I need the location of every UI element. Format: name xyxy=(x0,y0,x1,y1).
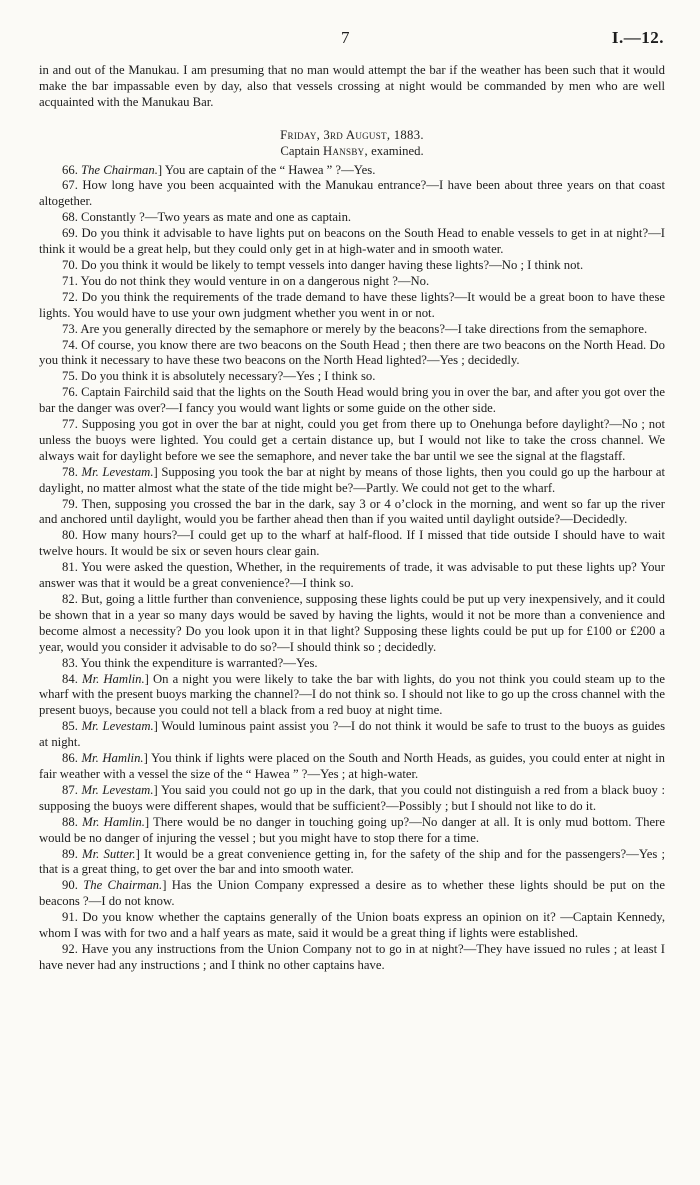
continued-paragraph: in and out of the Manukau. I am presuming that no man would attempt the bar if the weather has been such that it would make the bar impassable even by day, also that vessels crossing at night would be commanded by men who are well acquainted with the Manukau Bar. xyxy=(39,63,665,109)
testimony-paragraph: 85. Mr. Levestam.] Would luminous paint assist you ?—I do not think it would be safe to trust to the buoys as guides at night. xyxy=(39,719,666,750)
question-answer-text: Supposing you got in over the bar at night, could you get from there up to Onehunga before daylight?—No ; not unless the buoys were lighted. You could get a certain distance up, but I would not like to take the cross channel. We always wait for daylight before we see the semaphore, and never take the bar until we see the signal at the flagstaff. xyxy=(39,417,665,463)
question-answer-text: But, going a little further than convenience, supposing these lights could be put up very inexpensively, and it could be shown that in a year so many days would be saved by having the lights, would it not be more than a convenience and become almost a necessity? Do you look upon it in that light? Supposing these lights could be put up for £100 or £200 a year, would you consider it advisable to do so?—I should think so ; decidedly. xyxy=(39,592,666,654)
question-answer-text: Do you know whether the captains generally of the Union boats express an opinion on it? —Captain Kennedy, whom I was with for two and a half years as mate, said it would be a great thing if lights were established. xyxy=(39,910,665,941)
speaker-name: Mr. Levestam. xyxy=(81,464,154,479)
speaker-name: Mr. Levestam. xyxy=(81,719,154,734)
testimony-paragraph: 78. Mr. Levestam.] Supposing you took the bar at night by means of those lights, then you could go up the harbour at daylight, no matter almost what the state of the tide might be?—Partly. We could not get to the wharf. xyxy=(39,464,665,495)
witness-heading xyxy=(39,144,665,160)
question-answer-text: Captain Fairchild said that the lights on the South Head would bring you in over the bar, and after you got over the bar the danger was over?—I fancy you would want lights or some guide on the other side. xyxy=(39,385,666,416)
question-number: 72. xyxy=(62,289,78,304)
question-answer-text: It would be a great convenience getting in, for the safety of the ship and for the passengers?—Yes ; that is a great thing, to get over the bar and into smooth water. xyxy=(39,846,666,877)
question-number: 71. xyxy=(62,273,78,288)
testimony-paragraph xyxy=(39,178,665,210)
testimony-paragraph xyxy=(39,274,665,290)
question-number: 83. xyxy=(62,655,78,670)
question-answer-text: Of course, you know there are two beacons on the South Head ; then there are two beacons on the North Head. Do you think it necessary to have these two beacons on the North Head lighted?—Yes ; decidedly. xyxy=(39,337,666,368)
testimony-paragraph: 90. The Chairman.] Has the Union Company expressed a desire as to whether these lights should be put on the beacons ?—I do not know. xyxy=(39,878,665,909)
testimony-paragraph xyxy=(39,258,665,274)
testimony-paragraph xyxy=(39,338,665,370)
question-number: 68. xyxy=(62,210,78,225)
question-number: 76. xyxy=(62,385,78,400)
question-number: 66. xyxy=(62,162,78,177)
question-number: 69. xyxy=(62,226,78,241)
testimony-paragraph xyxy=(39,942,665,974)
question-number: 92. xyxy=(62,941,78,956)
question-number: 82. xyxy=(62,592,78,606)
testimony-paragraph xyxy=(39,592,665,656)
speaker-name: The Chairman. xyxy=(83,878,163,893)
question-answer-text: Do you think it would be likely to tempt vessels into danger having these lights?—No ; I think not. xyxy=(81,257,584,272)
testimony-paragraph xyxy=(39,497,665,529)
question-answer-text: You are captain of the “ Hawea ” ?—Yes. xyxy=(164,162,376,177)
witness-name: Hansby, xyxy=(323,143,368,158)
witness-status: examined. xyxy=(371,143,424,158)
page-header xyxy=(0,28,700,48)
testimony-paragraph xyxy=(39,417,665,465)
testimony-paragraph xyxy=(39,210,665,226)
session-day: Friday, xyxy=(280,127,321,142)
document-reference: I.—12. xyxy=(611,28,664,47)
question-answer-text: You said you could not go up in the dark, that you could not distinguish a red from a black buoy : supposing the buoys were different shapes, would that be sufficient?—Possibly ; but I should not like to do it. xyxy=(39,782,666,813)
testimony-paragraph: 86. Mr. Hamlin.] You think if lights were placed on the South and North Heads, as guides, you could enter at night in fair weather with a vessel the size of the “ Hawea ” ?—Yes ; at high-water. xyxy=(39,751,666,781)
testimony-paragraph xyxy=(39,226,665,258)
testimony-paragraph: 87. Mr. Levestam.] You said you could not go up in the dark, that you could not distinguish a red from a black buoy : supposing the buoys were different shapes, would that be sufficient?—Possibly ; but I should not like to do it. xyxy=(39,782,666,813)
question-answer-text: Are you generally directed by the semaphore or merely by the beacons?—I take directions from the semaphore. xyxy=(80,321,648,336)
testimony-paragraph xyxy=(39,322,665,338)
witness-title: Captain xyxy=(280,143,320,158)
question-answer-text: Do you think the requirements of the trade demand to have these lights?—It would be a great boon to have these lights. You would have to use your own judgment whether you went in or not. xyxy=(39,289,666,320)
question-answer-text: On a night you were likely to take the bar with lights, do you not think you could steam up to the wharf with the present buoys marking the channel?—I do not think so. I should not like to go up the cross channel with the present buoys, because you could not tell a black from a red buoy at night time. xyxy=(39,671,665,718)
question-answer-text: You do not think they would venture in on a dangerous night ?—No. xyxy=(80,273,430,288)
speaker-name: Mr. Hamlin. xyxy=(82,814,145,829)
question-answer-text: Do you think it advisable to have lights put on beacons on the South Head to enable vessels to get in at night?—I think it would be a great help, but they could only get in at high-water and in smooth water. xyxy=(39,226,665,257)
question-number: 84. xyxy=(62,671,78,686)
testimony-paragraph xyxy=(39,369,665,385)
question-number: 78. xyxy=(62,464,78,479)
testimony-paragraph: 89. Mr. Sutter.] It would be a great convenience getting in, for the safety of the ship and for the passengers?—Yes ; that is a great thing, to get over the bar and into smooth water. xyxy=(39,846,666,877)
question-answer-text: Then, supposing you crossed the bar in the dark, say 3 or 4 o’clock in the morning, and went so far up the river and anchored until daylight, would you be farther ahead then than if you waited until daylight outside?—Decidedly. xyxy=(39,496,665,527)
document-body xyxy=(39,63,665,974)
question-answer-text: You think the expenditure is warranted?—Yes. xyxy=(80,655,318,670)
question-number: 90. xyxy=(62,878,78,893)
question-number: 87. xyxy=(62,782,78,797)
testimony-paragraph: 66. The Chairman.] You are captain of the “ Hawea ” ?—Yes. xyxy=(62,162,376,177)
testimony-paragraph: 84. Mr. Hamlin.] On a night you were likely to take the bar with lights, do you not think you could steam up to the wharf with the present buoys marking the channel?—I do not think so. I should not like to go up the cross channel with the present buoys, because you could not tell a black from a red buoy at night time. xyxy=(39,671,665,718)
speaker-name: Mr. Sutter. xyxy=(82,846,136,861)
testimony-paragraph xyxy=(39,656,665,672)
question-answer-text: You think if lights were placed on the South and North Heads, as guides, you could enter at night in fair weather with a vessel the size of the “ Hawea ” ?—Yes ; at high-water. xyxy=(39,751,666,781)
speaker-name: Mr. Hamlin. xyxy=(82,671,145,686)
question-number: 67. xyxy=(62,178,78,193)
question-number: 73. xyxy=(62,321,78,336)
question-number: 74. xyxy=(62,337,78,352)
question-answer-text: You were asked the question, Whether, in the requirements of trade, it was advisable to put these lights up? Your answer was that it would be a great convenience?—I think so. xyxy=(39,560,665,591)
question-number: 91. xyxy=(62,910,78,925)
question-answer-text: There would be no danger in touching going up?—No danger at all. It is only mud bottom. There would be no danger of injuring the vessel ; but you might have to stop there for a time. xyxy=(39,814,666,845)
question-number: 85. xyxy=(62,719,78,734)
testimony-paragraph xyxy=(39,528,665,560)
speaker-name: Mr. Hamlin. xyxy=(81,751,144,766)
page-number: 7 xyxy=(341,28,350,47)
speaker-name: Mr. Levestam. xyxy=(81,782,154,797)
question-number: 86. xyxy=(62,751,78,766)
question-number: 88. xyxy=(62,814,78,829)
question-number: 70. xyxy=(62,257,78,272)
question-answer-text: Have you any instructions from the Union Company not to go in at night?—They have issued no rules ; at least I have never had any instructions ; and I think no other captains have. xyxy=(39,941,666,972)
question-answer-text: Would luminous paint assist you ?—I do not think it would be safe to trust to the buoys as guides at night. xyxy=(39,719,666,750)
testimony-paragraph xyxy=(39,385,665,417)
question-number: 80. xyxy=(62,528,78,543)
speaker-name: The Chairman. xyxy=(81,162,158,177)
question-answer-text: Do you think it is absolutely necessary?—Yes ; I think so. xyxy=(81,369,376,384)
question-answer-text: How long have you been acquainted with the Manukau entrance?—I have been about three years on that coast altogether. xyxy=(39,178,665,209)
question-answer-text: Constantly ?—Two years as mate and one as captain. xyxy=(81,210,352,225)
testimony-list xyxy=(39,163,665,974)
testimony-paragraph xyxy=(39,560,665,592)
session-date: 3rd August, 1883. xyxy=(323,127,424,142)
session-date-heading xyxy=(39,128,665,144)
question-number: 75. xyxy=(62,369,78,384)
question-number: 77. xyxy=(62,417,78,432)
question-answer-text: Supposing you took the bar at night by means of those lights, then you could go up the harbour at daylight, no matter almost what the state of the tide might be?—Partly. We could not get to the wharf. xyxy=(39,464,665,495)
question-number: 89. xyxy=(62,846,78,861)
question-answer-text: How many hours?—I could get up to the wharf at half-flood. If I missed that tide outside I should have to wait twelve hours. It would be six or seven hours clear gain. xyxy=(39,528,665,559)
testimony-paragraph: 88. Mr. Hamlin.] There would be no danger in touching going up?—No danger at all. It is only mud bottom. There would be no danger of injuring the vessel ; but you might have to stop there for a time. xyxy=(39,814,666,845)
testimony-paragraph xyxy=(39,290,665,322)
question-number: 79. xyxy=(62,496,78,511)
testimony-paragraph xyxy=(39,910,665,942)
question-answer-text: Has the Union Company expressed a desire as to whether these lights should be put on the beacons ?—I do not know. xyxy=(39,878,665,909)
question-number: 81. xyxy=(62,560,78,575)
